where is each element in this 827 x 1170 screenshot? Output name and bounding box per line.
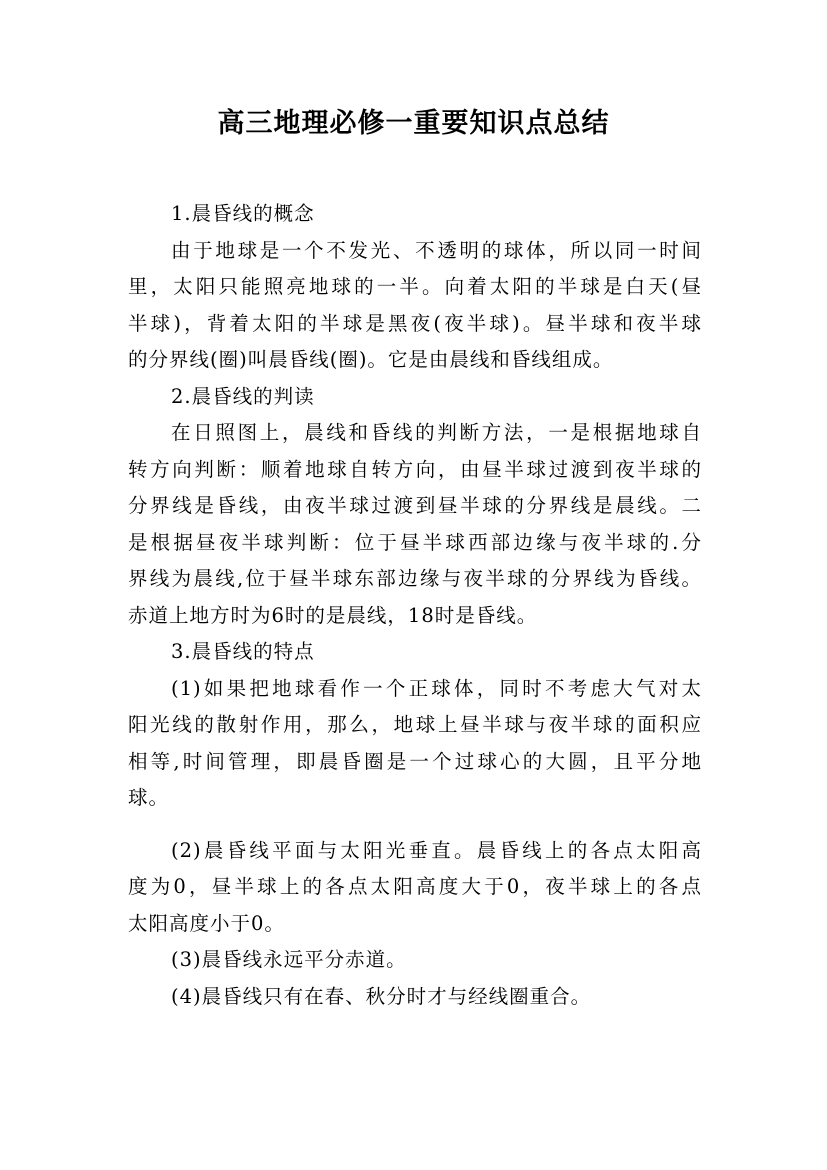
- paragraph-line: 界线为晨线,位于昼半球东部边缘与夜半球的分界线为昏线。: [128, 567, 702, 590]
- paragraph-line: 是根据昼夜半球判断：位于昼半球西部边缘与夜半球的.分: [128, 530, 702, 554]
- document-body: [128, 196, 702, 1015]
- section-heading-1: 1.晨昏线的概念: [171, 202, 315, 225]
- paragraph-line: (2)晨昏线平面与太阳光垂直。晨昏线上的各点太阳高: [171, 838, 702, 862]
- paragraph-line: 相等,时间管理，即晨昏圈是一个过球心的大圆，且平分地: [128, 749, 702, 773]
- paragraph-line: 太阳高度小于0。: [128, 911, 285, 935]
- paragraph-line: 半球)，背着太阳的半球是黑夜(夜半球)。昼半球和夜半球: [128, 311, 702, 335]
- paragraph-line: (4)晨昏线只有在春、秋分时才与经线圈重合。: [171, 984, 592, 1008]
- page-title: 高三地理必修一重要知识点总结: [217, 108, 610, 139]
- paragraph-line: 阳光线的散射作用，那么，地球上昼半球与夜半球的面积应: [128, 713, 702, 736]
- paragraph-line: 球。: [128, 786, 170, 809]
- paragraph-line: 的分界线(圈)叫晨昏线(圈)。它是由晨线和昏线组成。: [128, 348, 614, 371]
- paragraph-line: 度为0，昼半球上的各点太阳高度大于0，夜半球上的各点: [128, 875, 702, 898]
- paragraph-line: (1)如果把地球看作一个正球体，同时不考虑大气对太: [171, 676, 702, 700]
- paragraph-spacer: [128, 817, 702, 833]
- section-heading-3: 3.晨昏线的特点: [171, 640, 315, 663]
- paragraph-line: 赤道上地方时为6时的是晨线，18时是昏线。: [128, 603, 538, 627]
- paragraph-line: 在日照图上，晨线和昏线的判断方法，一是根据地球自: [171, 421, 702, 444]
- paragraph-line: (3)晨昏线永远平分赤道。: [171, 948, 407, 971]
- paragraph-line: 转方向判断：顺着地球自转方向，由昼半球过渡到夜半球的: [128, 457, 702, 481]
- paragraph-line: 分界线是昏线，由夜半球过渡到昼半球的分界线是晨线。二: [128, 494, 702, 517]
- section-heading-2: 2.晨昏线的判读: [171, 384, 315, 408]
- paragraph-line: 里，太阳只能照亮地球的一半。向着太阳的半球是白天(昼: [128, 275, 702, 298]
- paragraph-line: 由于地球是一个不发光、不透明的球体，所以同一时间: [171, 238, 702, 262]
